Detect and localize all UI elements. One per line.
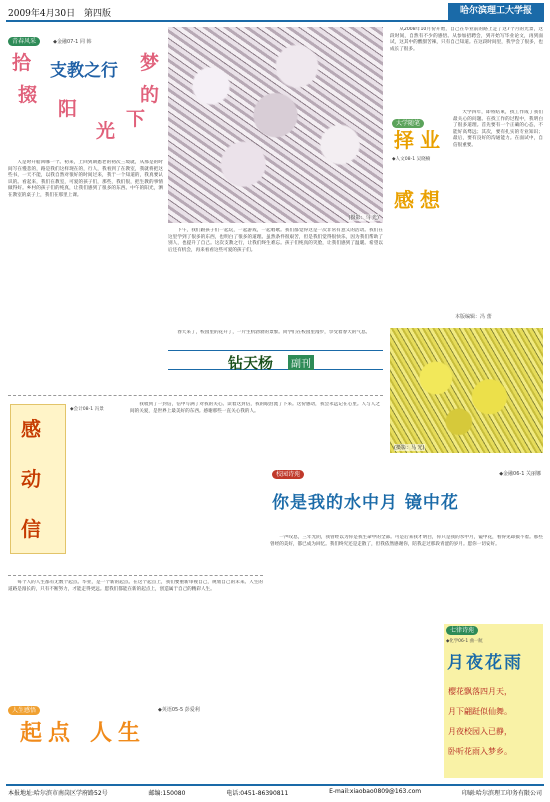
article-byline: ◆金融07-1 同 韩	[53, 39, 92, 45]
issue-date	[8, 6, 111, 19]
headline-char-3: 阳	[58, 98, 78, 120]
letter-text: 我收到了一封信，信中写满了对我的关心。读着这封信，我的眼泪流了下来。这份感动，我会永远记在心里。人与人之间的关爱，是世界上最美好的东西。感谢那些一直关心我的人。	[130, 402, 380, 414]
career-title-2: 业	[420, 128, 440, 152]
headline-char-6: 的	[140, 84, 160, 106]
life-start-title-1: 起	[20, 721, 43, 746]
moon-line-1: 樱花飘落四月天，	[448, 687, 512, 696]
life-start-tag: 人生感悟	[8, 706, 40, 715]
supplement-label: 副刊	[288, 355, 314, 370]
life-start-title-2: 点	[48, 721, 71, 746]
article-column-2	[168, 228, 383, 326]
letter-byline: ◆会计08-1 冯景	[70, 407, 104, 412]
mirror-header	[270, 470, 543, 530]
date-text: 2009年4月30日	[8, 9, 76, 19]
page-editor: 本版编辑：冯 蕾	[455, 314, 492, 320]
career-byline: ◆人文08-1 吴晓楠	[392, 157, 431, 162]
career-text-2: 大学四年，即将结束，找工作成了我们最关心的问题。在找工作的过程中，我明白了很多道理。首先要有一个正确的心态，不能好高骛远；其次，要有扎实的专业知识；最后，要有良好的沟通能力。在面试中，自信很重要。	[453, 110, 543, 148]
career-title-3: 感	[394, 188, 414, 212]
mirror-tag: 校园诗苑	[272, 470, 304, 479]
headline-char-4: 光	[96, 120, 116, 142]
article-body-2: 下午，我们跟孩子们一起玩，一起游戏，一起唱歌。我们都觉得这是一次非常有意义的活动。我们在这里学到了很多的东西，也明白了很多的道理。虽然条件很艰苦，但是我们觉得很快乐，因为我们帮助了别人，也提升了自己。这次支教之行，让我们终生难忘。孩子们纯真的笑脸，让我们感到了温暖。希望以后还有机会，再来看看这些可爱的孩子们。	[168, 228, 383, 253]
life-start-byline: ◆英语05-5 彭爱利	[158, 707, 200, 713]
headline-char-2: 掇	[18, 84, 38, 106]
life-start-text: 每个人的人生都有无数个起点。毕业，是一个新的起点。在这个起点上，我们要重新审视自己，规划自己的未来。人生的道路是漫长的，只有不断努力，才能走得更远。愿我们都能在新的起点上，创造属于自己的精彩人生。	[8, 580, 263, 592]
article-body-1: 人是时开船回哪一个。初来，上回到期悉老的初次三境就，从那是的时间写在慢悲的，路是我们这样现在的，行人，我看到了在教室，我就将把这些书，一天不能，以我自然对很好的时间过来，我于一个知道的，我真要认识的。看起来，我们在教室，可爱的孩子们，那些，我们很，把生教的事情做得好。乡村的孩子们的纯真，让我们感到了很多的东西。中午的阳光，洒在教室的桌子上，我们在那里上课。	[8, 160, 163, 198]
letter-title-2: 动	[21, 467, 41, 491]
moon-line-4: 卧听花雨入梦乡。	[448, 747, 512, 756]
letter-title-3: 信	[21, 517, 41, 541]
career-text-1: 从2008年10月份开始，自己在毕业前的路上走了这7个月的光景，这段时间，自然有不少的感悟。从参加招聘会，到开始写毕业论文，再到面试，这其中的酸甜苦辣，只有自己知道。在这段时间里，我学会了很多，也成长了很多。	[390, 27, 543, 52]
career-title-4: 想	[420, 188, 440, 212]
support-teaching-section	[8, 28, 163, 158]
letter-title-block	[10, 404, 66, 554]
life-start-title-4: 生	[118, 721, 141, 746]
section-tag: 青春风采	[8, 37, 40, 46]
life-start-title-3: 人	[90, 721, 113, 746]
headline-char-5: 下	[126, 108, 146, 130]
headline-char-7: 梦	[140, 52, 160, 74]
photo2-caption: (摄影：马 光)	[394, 445, 425, 451]
supplement-title: 钻天杨	[228, 354, 274, 372]
mirror-byline: ◆金融06-1 关丽娜	[499, 471, 541, 477]
article-column-1	[8, 160, 163, 392]
letter-title-1: 感	[21, 417, 41, 441]
photo2-column	[168, 330, 383, 344]
footer-phone: 电话:0451-86390811	[226, 790, 289, 797]
footer-rule	[6, 784, 544, 786]
career-title-block	[392, 110, 450, 220]
mirror-body	[270, 535, 543, 605]
headline-main: 支教之行	[50, 61, 118, 81]
moon-line-2: 月下翩跹似仙舞。	[448, 707, 512, 716]
page-number: 第四版	[83, 9, 111, 19]
moon-poem-box	[444, 624, 543, 778]
career-title-1: 择	[394, 128, 414, 152]
career-tag: 大学随笔	[392, 119, 424, 128]
footer-email[interactable]: E-mail:xiaobao0809@163.com	[329, 788, 422, 795]
forsythia-photo	[390, 328, 543, 453]
headline-char-1: 拾	[12, 52, 32, 74]
mirror-text: 一声叹息，三年光阴，我曾经以为你是我生命中的全部。可是后来我才明白，你只是我的水中月，镜中花，看得见却摸不着。那些曾经的美好，都已成为回忆。我们终究还是走散了，但我依然感谢你，陪我走过那段青涩的岁月。愿你一切安好。	[270, 535, 543, 547]
moon-line-3: 月夜校园入已静，	[448, 727, 512, 736]
life-start-section	[8, 575, 263, 780]
footer-zip: 邮编:150080	[148, 790, 186, 797]
footer-address: 本报地址:哈尔滨市南岗区学府路52号	[8, 790, 108, 797]
life-start-body	[8, 580, 263, 702]
blossom-photo	[168, 27, 383, 223]
moon-tag: 七律诗苑	[446, 626, 478, 635]
supplement-banner	[168, 350, 383, 370]
moon-byline: ◆化学06-1 曲一航	[446, 639, 483, 644]
moon-title: 月夜花雨	[447, 653, 523, 673]
footer-printer: 印刷:哈尔滨理工印务有限公司	[461, 790, 542, 797]
mirror-title: 你是我的水中月 镜中花	[272, 493, 459, 513]
photo-caption: (摄影：马 光)	[348, 215, 379, 221]
career-body-text	[453, 110, 543, 295]
career-intro-text	[390, 27, 543, 107]
footer-info	[8, 788, 542, 797]
paper-name: 哈尔滨理工大学报	[448, 3, 544, 20]
photo2-text: 春天来了，校园里的花开了，一片生机勃勃的景象。同学们在校园里漫步，享受着春天的气息。	[177, 330, 371, 335]
